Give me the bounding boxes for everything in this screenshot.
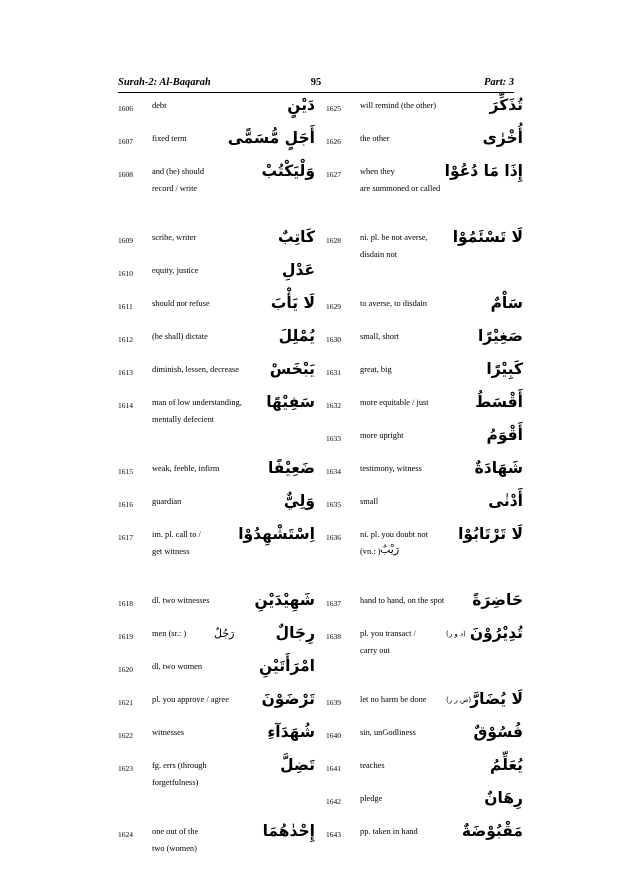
entry-body [152, 131, 315, 164]
english-meaning: fg. errs (through forgetfulness) [152, 761, 207, 787]
entry-number: 1634 [326, 467, 341, 476]
entry-number: 1632 [326, 401, 341, 410]
arabic-word: إِحْدٰهُمَا [262, 822, 315, 840]
entry-number: 1621 [118, 698, 133, 707]
entry-number: 1641 [326, 764, 341, 773]
entry-number: 1628 [326, 236, 341, 245]
arabic-word: شَهِيْدَيْنِ [254, 591, 315, 609]
entry-body [360, 824, 523, 857]
entry-body [152, 494, 315, 527]
english-meaning: let no harm be done [360, 695, 427, 704]
arabic-word: امْرَأَتَيْنِ [259, 657, 315, 675]
entry-number: 1642 [326, 797, 341, 806]
entry-number: 1637 [326, 599, 341, 608]
arabic-word: أَجَلٍ مُّسَمًّى [227, 129, 315, 147]
part-label: Part: 3 [483, 77, 514, 88]
arabic-word: لَا تَسْئَمُوْا [452, 228, 523, 246]
entry-number: 1615 [118, 467, 133, 476]
entry-body [152, 824, 315, 890]
entry-number: 1631 [326, 368, 341, 377]
entry-body [152, 164, 315, 230]
page-header [118, 77, 514, 91]
vocab-entry [118, 593, 315, 626]
entry-number: 1622 [118, 731, 133, 740]
vocab-entry [326, 824, 523, 857]
entry-body [360, 296, 523, 329]
entry-body [360, 626, 523, 692]
entry-number: 1617 [118, 533, 133, 542]
arabic-word: ضَعِيْفًا [267, 459, 315, 477]
vocab-entry [118, 98, 315, 131]
entry-number: 1614 [118, 401, 133, 410]
entry-number: 1623 [118, 764, 133, 773]
vocab-entry [118, 329, 315, 362]
arabic-word: لَا يُضَارَّ [470, 690, 523, 708]
entry-body [152, 659, 315, 692]
vocab-entry [118, 296, 315, 329]
entry-body [152, 593, 315, 626]
english-meaning: pl. you transact / carry out [360, 629, 416, 655]
vocab-entry [118, 824, 315, 890]
arabic-word: وَلْيَكْتُبْ [261, 162, 315, 180]
arabic-word: حَاضِرَةً [472, 591, 523, 609]
entry-body [360, 230, 523, 296]
arabic-word: تُدِيْرُوْنَ [469, 624, 523, 642]
arabic-root-word: رَيْبٌ [380, 543, 400, 556]
arabic-word: تَرْضَوْنَ [261, 690, 315, 708]
entry-number: 1608 [118, 170, 133, 179]
arabic-word: يُعَلِّمُ [489, 756, 523, 774]
entry-body [360, 461, 523, 494]
vocab-entry [118, 527, 315, 593]
english-meaning: scribe, writer [152, 233, 197, 242]
english-meaning: (he shall) dictate [152, 332, 208, 341]
arabic-word: فُسُوْقٌ [473, 723, 523, 741]
vocab-entry [326, 692, 523, 725]
entry-number: 1643 [326, 830, 341, 839]
english-meaning: witnesses [152, 728, 185, 737]
vocab-entry [326, 758, 523, 791]
entry-number: 1611 [118, 302, 133, 311]
vocab-entry [326, 626, 523, 692]
entry-body [152, 692, 315, 725]
entry-body [360, 593, 523, 626]
english-meaning: debt [152, 101, 167, 110]
entry-number: 1640 [326, 731, 341, 740]
vocab-entry [326, 329, 523, 362]
arabic-word: دَيْنٍ [287, 96, 315, 114]
entry-body [360, 692, 523, 725]
entry-number: 1625 [326, 104, 341, 113]
entry-body [152, 296, 315, 329]
vocab-entry [118, 692, 315, 725]
vocab-entry [118, 626, 315, 659]
arabic-word: سَاْمٌ [490, 294, 523, 312]
vocab-entry [326, 230, 523, 296]
vocab-entry [326, 791, 523, 824]
entry-body [360, 494, 523, 527]
arabic-word: كَاتِبٌ [277, 228, 315, 246]
vocab-entry [326, 527, 523, 593]
entry-number: 1633 [326, 434, 341, 443]
arabic-word: مَقْبُوْضَةٌ [461, 822, 523, 840]
entry-number: 1607 [118, 137, 133, 146]
entry-body [152, 527, 315, 593]
vocab-entry [118, 461, 315, 494]
entry-number: 1626 [326, 137, 341, 146]
arabic-word: يُمْلِلَ [278, 327, 315, 345]
english-meaning: the other [360, 134, 390, 143]
vocab-entry [118, 494, 315, 527]
entry-number: 1612 [118, 335, 133, 344]
entry-body [360, 362, 523, 395]
english-meaning: ni. pl. be not averse, disdain not [360, 233, 428, 259]
english-meaning: small [360, 497, 379, 506]
entry-number: 1606 [118, 104, 133, 113]
english-meaning: more equitable / just [360, 398, 429, 407]
entry-number: 1616 [118, 500, 133, 509]
vocab-entry [118, 725, 315, 758]
arabic-word: أَقْسَطُ [475, 393, 523, 411]
entry-body [152, 98, 315, 131]
english-meaning: pl. you approve / agree [152, 695, 229, 704]
arabic-word: يَبْخَسْ [269, 360, 315, 378]
entry-number: 1618 [118, 599, 133, 608]
header-rule [118, 92, 514, 93]
entry-body [360, 527, 523, 593]
entry-number: 1635 [326, 500, 341, 509]
entry-body [152, 626, 315, 659]
vocab-entry [118, 164, 315, 230]
entry-body [360, 98, 523, 131]
entry-number: 1639 [326, 698, 341, 707]
english-meaning: will remind (the other) [360, 101, 437, 110]
vocab-entry [118, 758, 315, 824]
entry-body [360, 791, 523, 824]
entry-number: 1630 [326, 335, 341, 344]
vocab-entry [326, 461, 523, 494]
english-meaning: to averse, to disdain [360, 299, 427, 308]
english-meaning: hand to hand, on the spot [360, 596, 445, 605]
entry-number: 1620 [118, 665, 133, 674]
entry-number: 1619 [118, 632, 133, 641]
arabic-word: أَدْنٰى [488, 492, 523, 510]
entry-number: 1624 [118, 830, 133, 839]
vocab-entry [118, 395, 315, 461]
entry-body [360, 428, 523, 461]
arabic-word: أُخْرٰى [482, 129, 523, 147]
entry-number: 1610 [118, 269, 133, 278]
arabic-root-letters: (د و ر) [446, 630, 466, 638]
vocab-entry [118, 659, 315, 692]
english-meaning: small, short [360, 332, 400, 341]
vocab-entry [118, 362, 315, 395]
arabic-root-word: رَجُلٌ [214, 627, 235, 640]
entry-body [152, 263, 315, 296]
entry-body [360, 758, 523, 791]
english-meaning: teaches [360, 761, 385, 770]
arabic-word: شَهَادَةٌ [474, 459, 523, 477]
vocab-entry [326, 362, 523, 395]
english-meaning: more upright [360, 431, 404, 440]
english-meaning: dl. two women [152, 662, 203, 671]
arabic-word: شُهَدَآءِ [267, 723, 315, 741]
english-meaning: equity, justice [152, 266, 199, 275]
english-meaning: man of low understanding, mentally defecient [152, 398, 242, 424]
english-meaning: sin, unGodliness [360, 728, 416, 737]
vocab-entry [326, 593, 523, 626]
entry-body [152, 329, 315, 362]
arabic-word: تَضِلَّ [280, 756, 315, 774]
english-meaning: im. pl. call to / get witness [152, 530, 201, 556]
english-meaning: ni. pl. you doubt not (vn.: ) [360, 530, 428, 556]
vocab-entry [326, 494, 523, 527]
entry-number: 1638 [326, 632, 341, 641]
entry-body [360, 164, 523, 230]
left-column [118, 98, 315, 890]
english-meaning: pp. taken in hand [360, 827, 418, 836]
right-column [326, 98, 523, 857]
english-meaning: one out of the two (women) [152, 827, 199, 853]
vocab-entry [326, 98, 523, 131]
vocab-entry [326, 131, 523, 164]
english-meaning: and (he) should record / write [152, 167, 205, 193]
english-meaning: when they are summoned or called [360, 167, 441, 193]
entry-body [152, 230, 315, 263]
vocab-entry [118, 230, 315, 263]
surah-title: Surah-2: Al-Baqarah [118, 77, 211, 88]
arabic-word: رِجَالٌ [275, 624, 315, 642]
arabic-word: لَا تَرْتَابُوْا [458, 525, 523, 543]
entry-body [360, 395, 523, 428]
vocab-entry [326, 296, 523, 329]
entry-body [152, 395, 315, 461]
english-meaning: pledge [360, 794, 383, 803]
english-meaning: testimony, witness [360, 464, 422, 473]
arabic-word: صَغِيْرًا [477, 327, 523, 345]
page-number: 95 [310, 77, 322, 88]
entry-number: 1613 [118, 368, 133, 377]
arabic-word: تُذَكِّرَ [489, 96, 523, 114]
vocab-entry [326, 725, 523, 758]
arabic-word: سَفِيْهًا [266, 393, 315, 411]
english-meaning: should not refuse [152, 299, 210, 308]
arabic-word: لَا يَأْبَ [270, 294, 315, 312]
arabic-word: اِسْتَشْهِدُوْا [238, 525, 315, 543]
entry-number: 1609 [118, 236, 133, 245]
entry-body [360, 131, 523, 164]
entry-body [152, 362, 315, 395]
english-meaning: diminish, lessen, decrease [152, 365, 239, 374]
vocab-entry [326, 164, 523, 230]
entry-body [152, 758, 315, 824]
english-meaning: guardian [152, 497, 182, 506]
entry-body [152, 725, 315, 758]
entry-body [360, 725, 523, 758]
english-meaning: great, big [360, 365, 392, 374]
arabic-root-letters: (ض ر ر) [446, 696, 472, 704]
arabic-word: رِهَانٌ [484, 789, 523, 807]
arabic-word: كَبِيْرًا [486, 360, 523, 378]
entry-body [360, 329, 523, 362]
english-meaning: men (sr.: ) [152, 629, 187, 638]
entry-number: 1627 [326, 170, 341, 179]
arabic-word: إِذَا مَا دُعُوْا [444, 162, 523, 180]
vocab-entry [326, 395, 523, 428]
entry-number: 1629 [326, 302, 341, 311]
entry-number: 1636 [326, 533, 341, 542]
english-meaning: dl. two witnesses [152, 596, 210, 605]
english-meaning: weak, feeble, infirm [152, 464, 220, 473]
arabic-word: وَلِيٌّ [283, 492, 315, 510]
arabic-word: عَدْلِ [282, 261, 315, 279]
english-meaning: fixed term [152, 134, 187, 143]
entry-body [152, 461, 315, 494]
vocab-entry [118, 263, 315, 296]
arabic-word: أَقْوَمُ [486, 426, 523, 444]
vocab-entry [118, 131, 315, 164]
vocab-entry [326, 428, 523, 461]
